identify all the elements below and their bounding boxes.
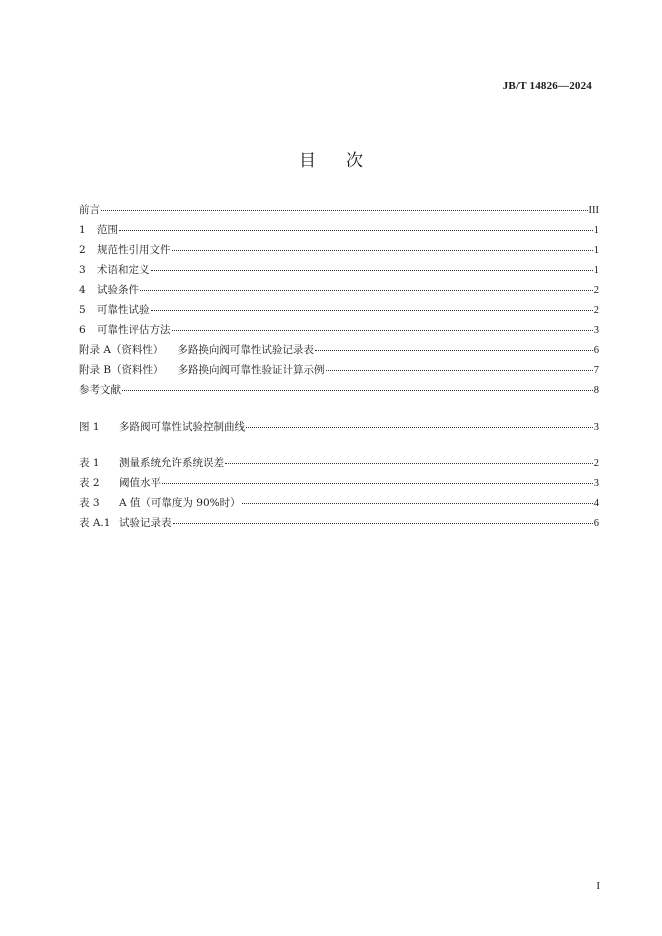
toc-entry-title: 规范性引用文件 xyxy=(97,244,171,256)
toc-entry-scope[interactable] xyxy=(79,222,599,242)
toc-entry-number: 图 1 xyxy=(79,421,100,433)
toc-entry-number: 1 xyxy=(79,224,86,236)
toc-entry-number: 5 xyxy=(79,304,86,316)
toc-entry-number: 表 3 xyxy=(79,497,100,509)
toc-entry-test-conditions[interactable] xyxy=(79,282,599,302)
toc-entry-page: 4 xyxy=(593,498,599,509)
toc-entry-terms[interactable] xyxy=(79,262,599,282)
toc-entry-title: 术语和定义 xyxy=(97,264,150,276)
toc-entry-title: 范围 xyxy=(97,224,118,236)
toc-entry-number: 表 2 xyxy=(79,477,100,489)
toc-entry-page: 3 xyxy=(593,478,599,489)
toc-figures xyxy=(79,419,599,439)
toc-leader-dots xyxy=(162,482,593,484)
toc-tables xyxy=(79,455,599,535)
toc-entry-title: 测量系统允许系统误差 xyxy=(119,457,224,469)
toc-entry-title: 多路换向阀可靠性试验记录表 xyxy=(177,344,314,356)
toc-leader-dots xyxy=(122,389,593,391)
page-folio: I xyxy=(596,880,600,892)
toc-entry-normative-references[interactable] xyxy=(79,242,599,262)
toc-entry-number: 6 xyxy=(79,324,86,336)
toc-entry-table-1[interactable] xyxy=(79,455,599,475)
toc-leader-dots xyxy=(242,502,593,504)
toc-entry-title: 阈值水平 xyxy=(119,477,161,489)
toc-leader-dots xyxy=(140,289,593,291)
toc-entry-bibliography[interactable] xyxy=(79,382,599,402)
toc-leader-dots xyxy=(172,329,593,331)
toc-entry-page: 2 xyxy=(593,458,599,469)
toc-entry-number: 2 xyxy=(79,244,86,256)
toc-leader-dots xyxy=(172,249,593,251)
toc-entry-foreword[interactable] xyxy=(79,202,599,222)
toc-leader-dots xyxy=(246,426,593,428)
toc-entry-page: 2 xyxy=(593,305,599,316)
toc-entry-page: 2 xyxy=(593,285,599,296)
page-title: 目次 xyxy=(299,151,393,171)
toc-entry-table-2[interactable] xyxy=(79,475,599,495)
toc-entry-page: 1 xyxy=(593,225,599,236)
toc-entry-page: 1 xyxy=(593,265,599,276)
toc-entry-title: 多路阀可靠性试验控制曲线 xyxy=(119,421,245,433)
toc-entry-title: 多路换向阀可靠性验证计算示例 xyxy=(177,364,325,376)
toc-entry-title: 前言 xyxy=(79,204,100,216)
toc-entry-title: 参考文献 xyxy=(79,384,121,396)
toc-entry-number: 3 xyxy=(79,264,86,276)
toc-leader-dots xyxy=(315,349,593,351)
toc-leader-dots xyxy=(326,369,593,371)
toc-leader-dots xyxy=(173,522,593,524)
toc-leader-dots xyxy=(151,269,593,271)
toc-entry-annex-a[interactable] xyxy=(79,342,599,362)
standard-number: JB/T 14826—2024 xyxy=(502,80,592,92)
toc-entry-number: 4 xyxy=(79,284,86,296)
toc-entry-page: 6 xyxy=(593,345,599,356)
toc-entry-title: 可靠性评估方法 xyxy=(97,324,171,336)
toc-entry-table-3[interactable] xyxy=(79,495,599,515)
toc-entry-figure-1[interactable] xyxy=(79,419,599,439)
toc-entry-page: 7 xyxy=(593,365,599,376)
toc-entry-number: 表 A.1 xyxy=(79,517,111,529)
toc-entry-page: 1 xyxy=(593,245,599,256)
toc-entry-table-a1[interactable] xyxy=(79,515,599,535)
toc-entry-title: 试验条件 xyxy=(97,284,139,296)
toc-main xyxy=(79,202,599,402)
toc-leader-dots xyxy=(101,209,588,211)
toc-entry-page: 6 xyxy=(593,518,599,529)
toc-entry-annex-b[interactable] xyxy=(79,362,599,382)
toc-entry-title: A 值（可靠度为 90%时） xyxy=(119,497,241,509)
toc-leader-dots xyxy=(119,229,593,231)
toc-entry-title: 试验记录表 xyxy=(119,517,172,529)
toc-entry-evaluation-method[interactable] xyxy=(79,322,599,342)
toc-entry-page: 8 xyxy=(593,385,599,396)
toc-entry-page: 3 xyxy=(593,422,599,433)
toc-entry-number: 附录 B（资料性） xyxy=(79,364,164,376)
toc-entry-number: 表 1 xyxy=(79,457,100,469)
toc-entry-page: 3 xyxy=(593,325,599,336)
toc-entry-page: III xyxy=(588,205,599,216)
toc-entry-title: 可靠性试验 xyxy=(97,304,150,316)
toc-entry-reliability-test[interactable] xyxy=(79,302,599,322)
toc-leader-dots xyxy=(151,309,593,311)
toc-leader-dots xyxy=(225,462,593,464)
toc-entry-number: 附录 A（资料性） xyxy=(79,344,164,356)
